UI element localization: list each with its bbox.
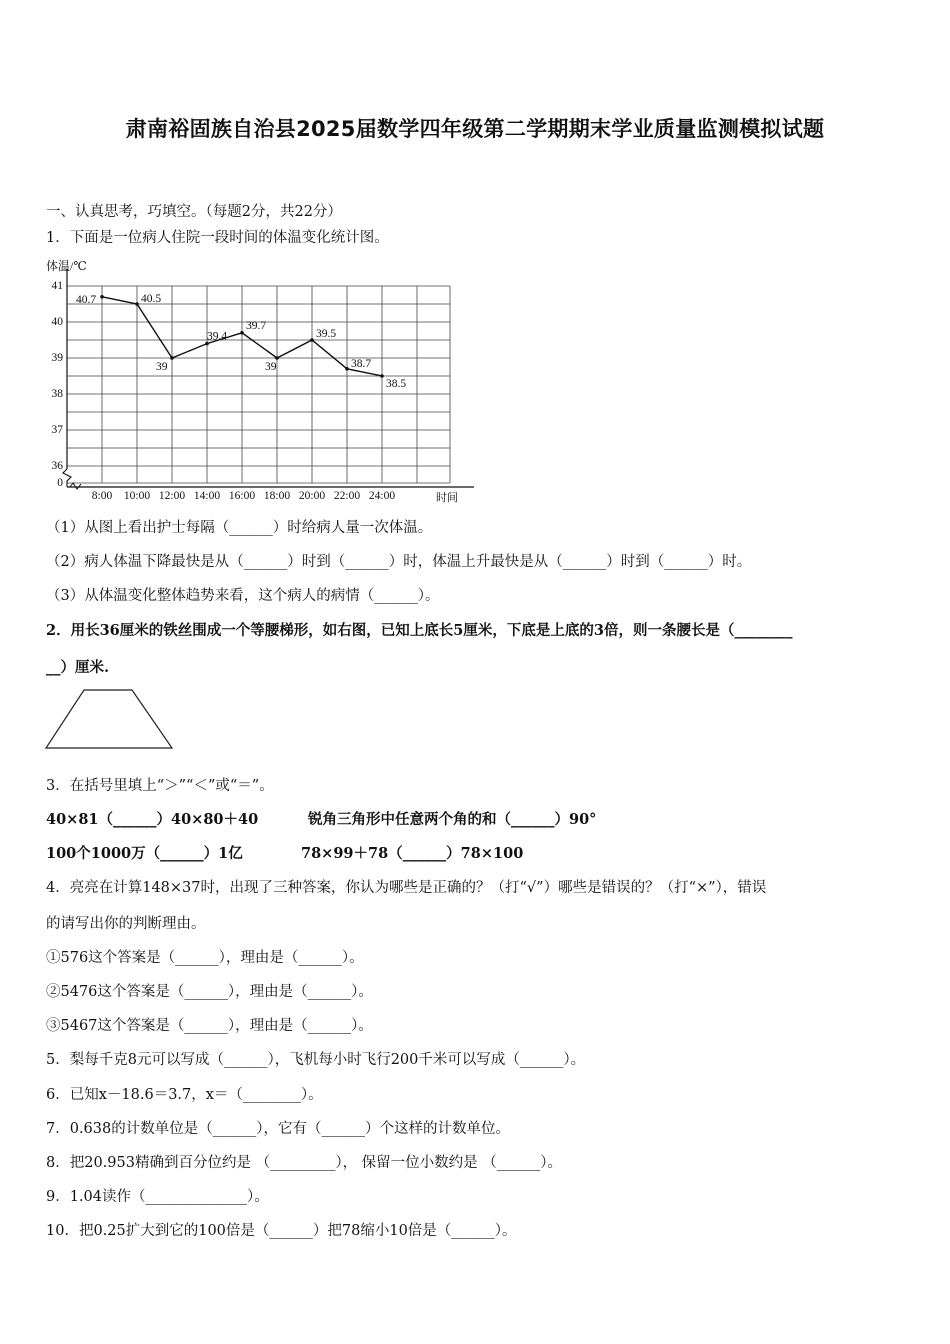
data-point (310, 338, 314, 342)
y-tick-label: 40 (51, 316, 63, 328)
y-tick-label: 36 (51, 460, 63, 472)
data-label: 39 (156, 361, 168, 373)
data-label: 39.7 (246, 319, 267, 332)
question-9: 9．1.04读作（______________）。 (46, 1189, 269, 1205)
question-10: 10．把0.25扩大到它的100倍是（______）把78缩小10倍是（______）。 (46, 1223, 517, 1239)
y-tick-label: 0 (57, 477, 63, 489)
data-point (170, 356, 174, 360)
y-tick-label: 39 (51, 352, 63, 364)
x-tick-label: 20:00 (298, 490, 326, 502)
trapezoid-figure (44, 688, 176, 752)
x-tick-label: 18:00 (263, 490, 291, 502)
question-3: 3．在括号里填上“＞”“＜”或“＝”。 (46, 778, 274, 794)
data-label: 39.4 (207, 330, 228, 343)
question-4-item-2: ②5476这个答案是（______），理由是（______）。 (46, 984, 373, 1000)
x-tick-label: 22:00 (333, 490, 361, 502)
question-6: 6．已知x－18.6＝3.7，x＝（________）。 (46, 1087, 323, 1103)
data-point (135, 302, 139, 306)
question-7: 7．0.638的计数单位是（______），它有（______）个这样的计数单位。 (46, 1121, 510, 1137)
x-tick-label: 16:00 (228, 490, 256, 502)
question-1-part-1: （1）从图上看出护士每隔（______）时给病人量一次体温。 (46, 520, 433, 536)
x-tick-label: 8:00 (91, 490, 113, 502)
temperature-line-chart (42, 255, 482, 511)
question-2: 2．用长36厘米的铁丝围成一个等腰梯形，如右图，已知上底长5厘米，下底是上底的3倍，则一条腰长是（________ (46, 622, 793, 639)
chart-labels (46, 258, 458, 504)
question-1-part-3: （3）从体温变化整体趋势来看，这个病人的病情（______）。 (46, 588, 440, 604)
question-2-continued: __）厘米. (46, 659, 110, 676)
question-8: 8．把20.953精确到百分位约是 （_________）， 保留一位小数约是 （______）。 (46, 1155, 563, 1171)
x-axis-title: 时间 (436, 492, 458, 504)
question-3-item-a: 40×81（______）40×80＋40 (46, 811, 259, 828)
data-label: 40.7 (76, 293, 97, 306)
section-heading: 一、认真思考，巧填空。（每题2分，共22分） (46, 204, 342, 220)
question-3-item-d: 78×99＋78（______）78×100 (301, 845, 524, 862)
data-point (380, 374, 384, 378)
y-tick-label: 38 (51, 388, 63, 400)
data-label: 40.5 (141, 293, 162, 305)
question-4-continued: 的请写出你的判断理由。 (46, 916, 206, 932)
data-point (345, 367, 349, 371)
question-4: 4．亮亮在计算148×37时，出现了三种答案，你认为哪些是正确的？（打“√”）哪些是错误的？（打“×”），错误 (46, 880, 767, 896)
data-point (240, 331, 244, 335)
data-label: 38.7 (351, 357, 372, 370)
page-title: 肃南裕固族自治县2025届数学四年级第二学期期末学业质量监测模拟试题 (125, 117, 825, 141)
axis-break-mark (70, 483, 81, 489)
data-label: 38.5 (386, 378, 407, 390)
data-point (275, 356, 279, 360)
x-tick-label: 12:00 (158, 490, 186, 502)
data-label: 39.5 (316, 328, 337, 340)
x-tick-label: 24:00 (368, 490, 396, 502)
y-tick-label: 41 (51, 280, 63, 292)
question-3-item-c: 100个1000万（______）1亿 (46, 845, 243, 862)
y-axis-title: 体温/℃ (46, 259, 87, 273)
question-5: 5．梨每千克8元可以写成（______），飞机每小时飞行200千米可以写成（______）。 (46, 1052, 586, 1068)
question-4-item-3: ③5467这个答案是（______），理由是（______）。 (46, 1018, 373, 1034)
question-1-part-2: （2）病人体温下降最快是从（______）时到（______）时，体温上升最快是从（______）时到（______）时。 (46, 554, 752, 570)
x-tick-label: 14:00 (193, 490, 221, 502)
question-1: 1．下面是一位病人住院一段时间的体温变化统计图。 (46, 230, 389, 246)
question-3-item-b: 锐角三角形中任意两个角的和（______）90° (308, 811, 597, 828)
x-tick-label: 10:00 (123, 490, 151, 502)
data-label: 39 (265, 361, 277, 373)
data-point (100, 295, 104, 299)
y-tick-label: 37 (51, 424, 63, 436)
axis-break-mark (63, 469, 71, 487)
question-4-item-1: ①576这个答案是（______），理由是（______）。 (46, 950, 364, 966)
